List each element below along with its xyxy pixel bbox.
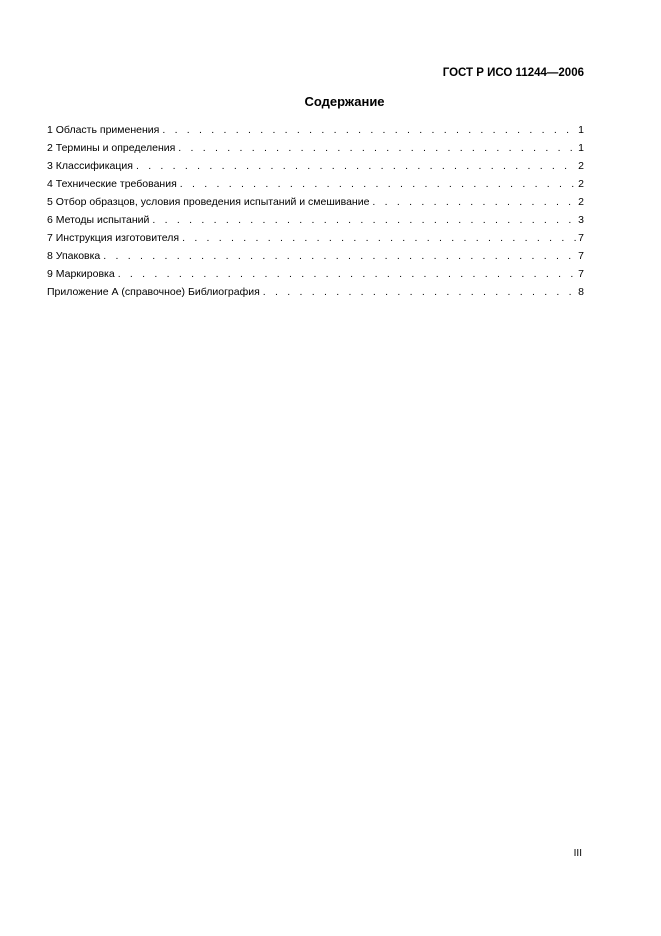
toc-item-manufacturer-instructions[interactable]: [47, 229, 584, 247]
toc-dot-leader: [162, 121, 576, 139]
toc-item-marking[interactable]: [47, 265, 584, 283]
toc-dot-leader: [372, 193, 576, 211]
toc-item-page: 8: [578, 286, 584, 298]
toc-item-page: 2: [578, 178, 584, 190]
toc-item-terms[interactable]: [47, 139, 584, 157]
toc-dot-leader: [103, 247, 576, 265]
toc-item-page: 3: [578, 214, 584, 226]
toc-dot-leader: [263, 283, 576, 301]
toc-item-page: 1: [578, 142, 584, 154]
toc-item-label: 3 Классификация: [47, 160, 133, 172]
toc-item-label: 1 Область применения: [47, 124, 160, 136]
toc-item-label: 4 Технические требования: [47, 178, 177, 190]
toc-dot-leader: [152, 211, 576, 229]
toc-item-appendix-bibliography[interactable]: [47, 283, 584, 301]
toc-item-test-methods[interactable]: [47, 211, 584, 229]
toc-item-label: Приложение А (справочное) Библиография: [47, 286, 260, 298]
toc-item-label: 8 Упаковка: [47, 250, 101, 262]
toc-title: Содержание: [304, 94, 385, 109]
toc-item-requirements[interactable]: [47, 175, 584, 193]
table-of-contents: [47, 121, 584, 301]
toc-item-classification[interactable]: [47, 157, 584, 175]
toc-dot-leader: [178, 139, 576, 157]
toc-item-page: 7: [578, 250, 584, 262]
page-number: III: [573, 848, 582, 859]
toc-item-scope[interactable]: [47, 121, 584, 139]
document-code: ГОСТ Р ИСО 11244—2006: [442, 67, 584, 79]
toc-item-page: 7: [578, 232, 584, 244]
toc-dot-leader: [118, 265, 576, 283]
toc-item-label: 2 Термины и определения: [47, 142, 176, 154]
toc-dot-leader: [136, 157, 576, 175]
toc-dot-leader: [182, 229, 576, 247]
toc-item-page: 2: [578, 196, 584, 208]
toc-item-packaging[interactable]: [47, 247, 584, 265]
toc-item-label: 7 Инструкция изготовителя: [47, 232, 180, 244]
toc-dot-leader: [180, 175, 576, 193]
toc-item-page: 7: [578, 268, 584, 280]
toc-item-label: 6 Методы испытаний: [47, 214, 150, 226]
toc-item-page: 1: [578, 124, 584, 136]
toc-item-label: 5 Отбор образцов, условия проведения испытаний и смешивание: [47, 196, 370, 208]
toc-item-page: 2: [578, 160, 584, 172]
toc-item-label: 9 Маркировка: [47, 268, 115, 280]
toc-item-sampling[interactable]: [47, 193, 584, 211]
